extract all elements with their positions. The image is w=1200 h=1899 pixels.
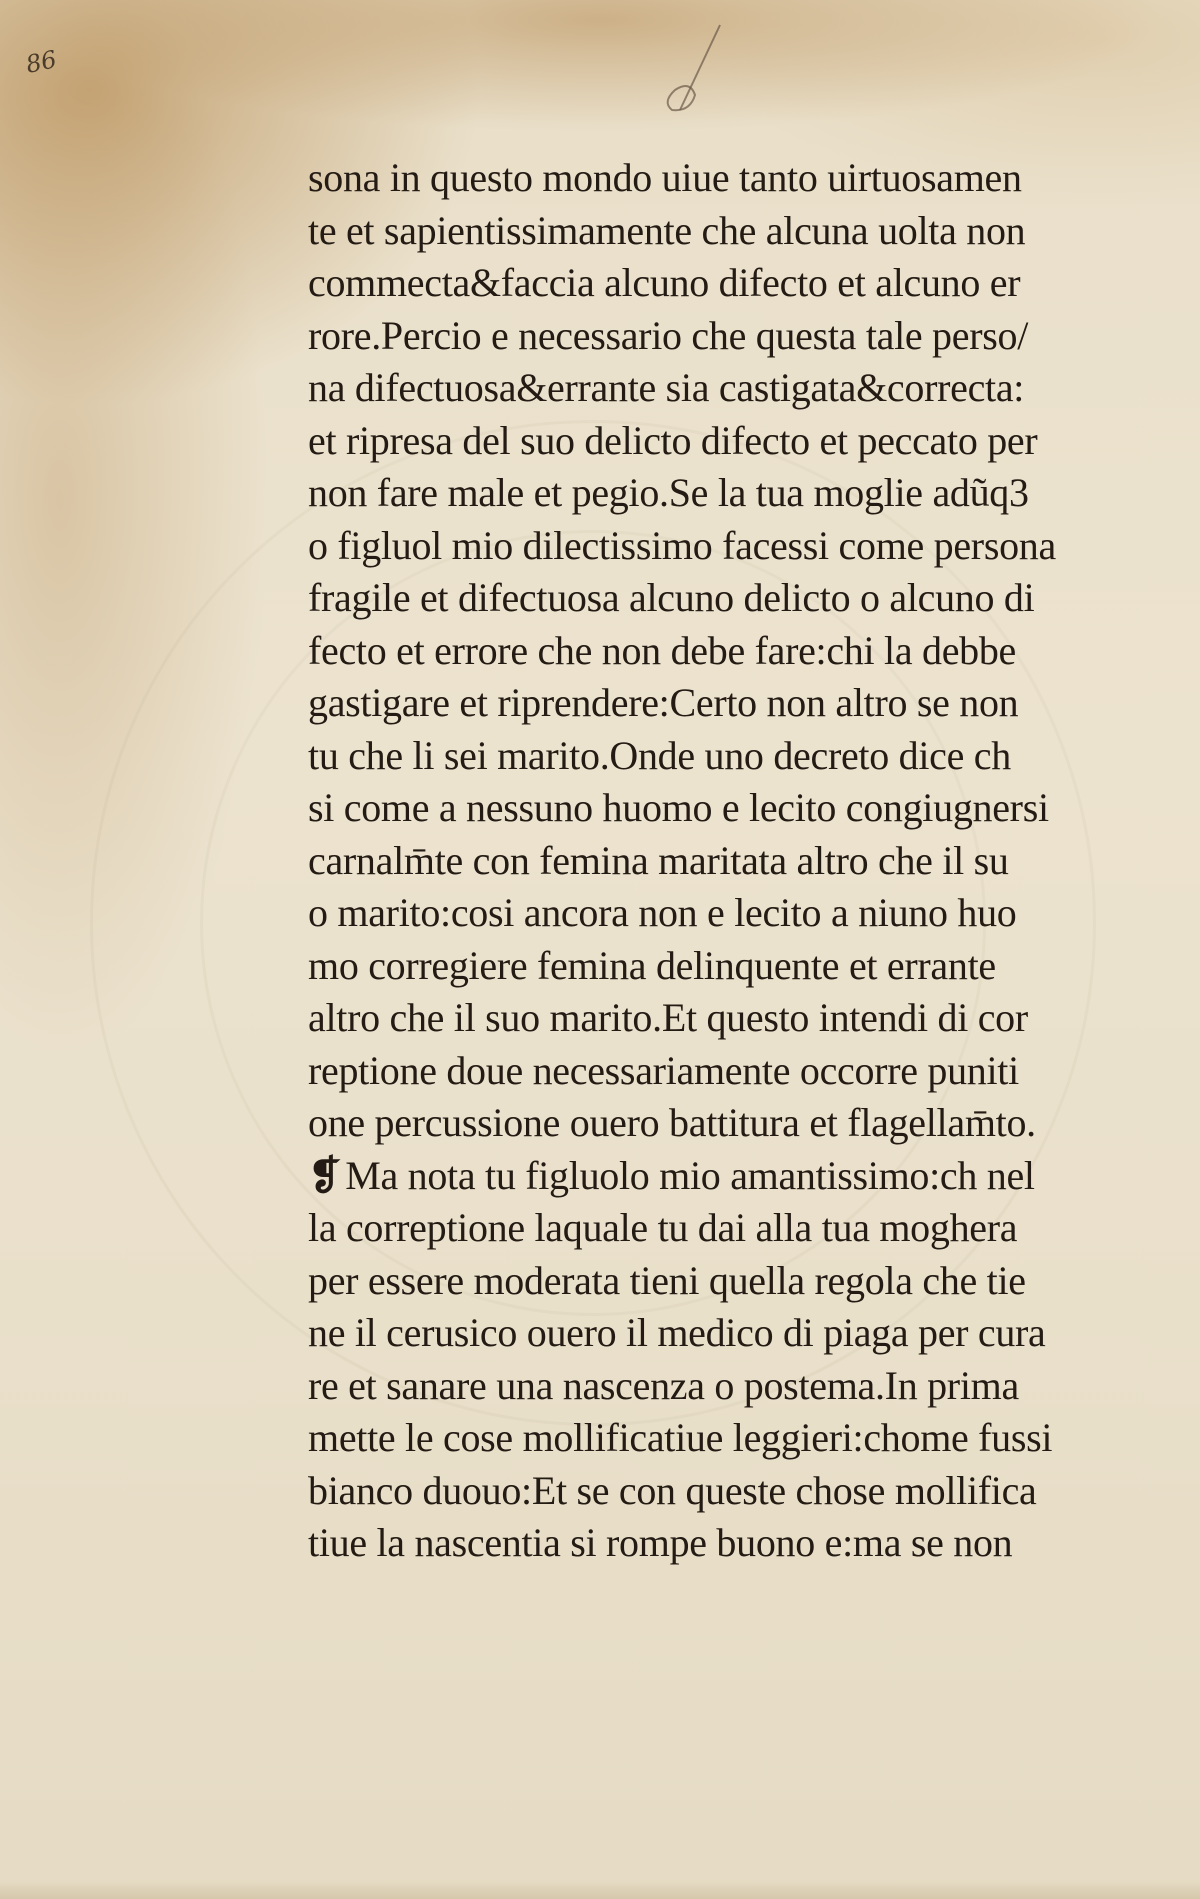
text-line: la correptione laquale tu dai alla tua moghera [308,1205,1018,1250]
text-line: tu che li sei marito.Onde uno decreto dice ch [308,732,1011,778]
text-line: rore.Percio e necessario che questa tale perso/ [308,312,1029,358]
paragraph-mark-icon: ❡ [308,1152,342,1198]
text-line: et ripresa del suo delicto difecto et peccato per [308,417,1038,463]
pencil-mark [650,20,740,120]
text-block [308,152,1120,1570]
text-line: altro che il suo marito.Et questo intendi di cor [308,995,1028,1040]
text-line: fragile et difectuosa alcuno delicto o alcuno di [308,575,1035,620]
text-line: mo corregiere femina delinquente et errante [308,942,996,988]
text-line-paragraph [308,1150,1120,1203]
text-line: sona in questo mondo uiue tanto uirtuosamen [308,155,1022,200]
text-line: re et sanare una nascenza o postema.In prima [308,1362,1019,1408]
page-bottom-edge [0,1880,1200,1899]
text-line: fecto et errore che non debe fare:chi la debbe [308,627,1016,673]
text-line: Ma nota tu figluolo mio amantissimo:ch nel [345,1152,1035,1198]
text-line: ne il cerusico ouero il medico di piaga per cura [308,1310,1046,1355]
text-line: gastigare et riprendere:Certo non altro se non [308,680,1019,725]
text-line: si come a nessuno huomo e lecito congiugnersi [308,785,1049,830]
text-line: non fare male et pegio.Se la tua moglie adũq3 [308,470,1029,515]
text-line: carnalm̄te con femina maritata altro che il su [308,837,1009,883]
text-line: o figluol mio dilectissimo facessi come persona [308,522,1056,568]
text-line: commecta&faccia alcuno difecto et alcuno er [308,260,1021,305]
text-line: mette le cose mollificatiue leggieri:chome fussi [308,1415,1053,1460]
text-line: per essere moderata tieni quella regola che tie [308,1257,1026,1303]
text-line: o marito:cosi ancora non e lecito a niuno huo [308,890,1017,935]
text-line: tiue la nascentia si rompe buono e:ma se non [308,1520,1013,1565]
text-line: one percussione ouero battitura et flagellam̄to. [308,1100,1036,1145]
folio-number: 86 [23,45,60,79]
text-line: na difectuosa&errante sia castigata&correcta: [308,365,1025,410]
text-line: te et sapientissimamente che alcuna uolta non [308,207,1026,253]
text-line: reptione doue necessariamente occorre puniti [308,1047,1019,1093]
text-line: bianco duouo:Et se con queste chose mollifica [308,1467,1037,1513]
